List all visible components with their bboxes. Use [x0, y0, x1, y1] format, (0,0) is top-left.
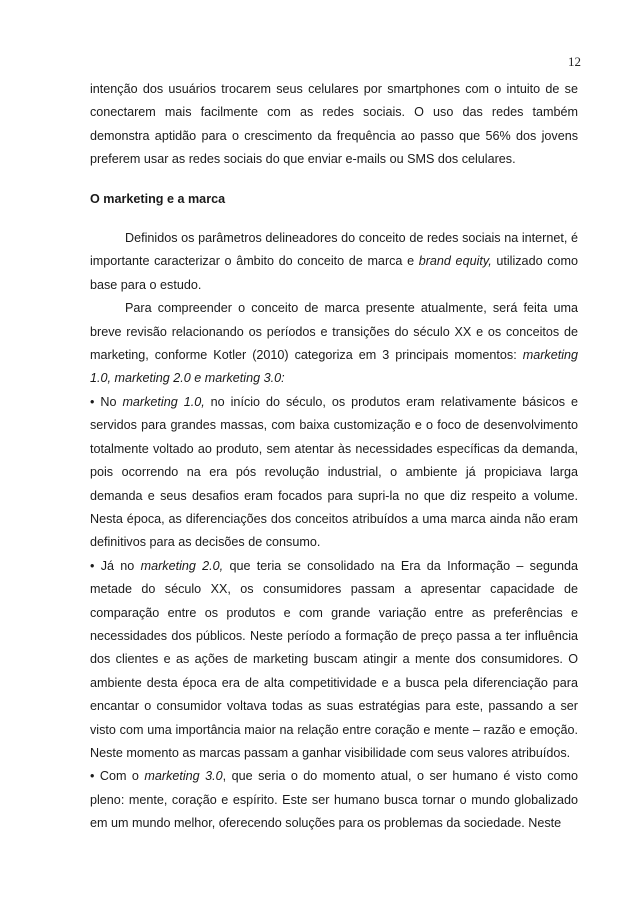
- paragraph-text: utilizado como base para o estudo.: [90, 254, 579, 292]
- bullet-text: • No: [90, 394, 123, 409]
- paragraph-intro: intenção dos usuários trocarem seus celulares por smartphones com o intuito de se conectarem mais facilmente com as redes sociais. O uso das redes também demonstra aptidão para o crescimento da frequência ao passo que 56% dos jovens preferem usar as redes sociais do que enviar e-mails ou SMS dos celulares.: [90, 82, 578, 167]
- bullet-emphasis: marketing 3.0: [144, 769, 223, 784]
- paragraph-kotler: [90, 297, 578, 391]
- page-number: 12: [568, 54, 581, 69]
- paragraph-definitions: [90, 227, 578, 297]
- section-heading: O marketing e a marca: [90, 191, 226, 206]
- bullet-text: no início do século, os produtos eram relativamente básicos e servidos para grandes massas, com baixa customização e o foco de desenvolvimento totalmente voltado ao produto, sem atentar às necessidades específicas da demanda, pois ocorrendo na era pós revolução industrial, o ambiente já propiciava larga demanda e seus desafios eram focados para supri-la no que diz respeito a volume. Nesta época, as diferenciações dos conceitos atribuídos a uma marca ainda não eram definitivos para as decisões de consumo.: [90, 394, 578, 550]
- paragraph-text: Para compreender o conceito de marca presente atualmente, será feita uma breve revisão relacionando os períodos e transições do século XX e os conceitos de marketing, conforme Kotler (2010) categoriza em 3 principais momentos:: [90, 301, 578, 363]
- bullet-text: , que seria o do momento atual, o ser humano é visto como pleno: mente, coração e espírito. Este ser humano busca tornar o mundo globalizado em um mundo melhor, oferecendo soluções para os problemas da sociedade. Neste: [90, 769, 578, 831]
- paragraph-emphasis: brand equity,: [418, 254, 492, 269]
- bullet-emphasis: marketing 2.0,: [140, 558, 224, 573]
- bullet-text: • Com o: [90, 769, 145, 784]
- paragraph-text: Definidos os parâmetros delineadores do conceito de redes sociais na internet, é importante caracterizar o âmbito do conceito de marca e: [90, 231, 578, 269]
- bullet-text: que teria se consolidado na Era da Informação – segunda metade do século XX, os consumidores passam a apresentar capacidade de comparação entre os produtos e com grande variação entre as preferências e necessidades dos públicos. Neste período a formação de preço passa a ter influência dos clientes e as ações de marketing buscam atingir a mente dos consumidores. O ambiente desta época era de alta competitividade e a busca pela diferenciação para encantar o consumidor voltava todas as suas estratégias para este, passando a ser visto com uma importância maior na relação entre coração e mente – razão e emoção. Neste momento as marcas passam a ganhar visibilidade com seus valores atribuídos.: [90, 558, 578, 760]
- bullet-marketing-1: [90, 391, 578, 555]
- bullet-marketing-2: [90, 555, 578, 766]
- bullet-marketing-3: [90, 765, 578, 835]
- paragraph-emphasis: marketing 1.0, marketing 2.0 e marketing 3.0:: [90, 348, 578, 386]
- bullet-emphasis: marketing 1.0,: [122, 394, 205, 409]
- body-text: [90, 78, 578, 836]
- bullet-text: • Já no: [90, 558, 141, 573]
